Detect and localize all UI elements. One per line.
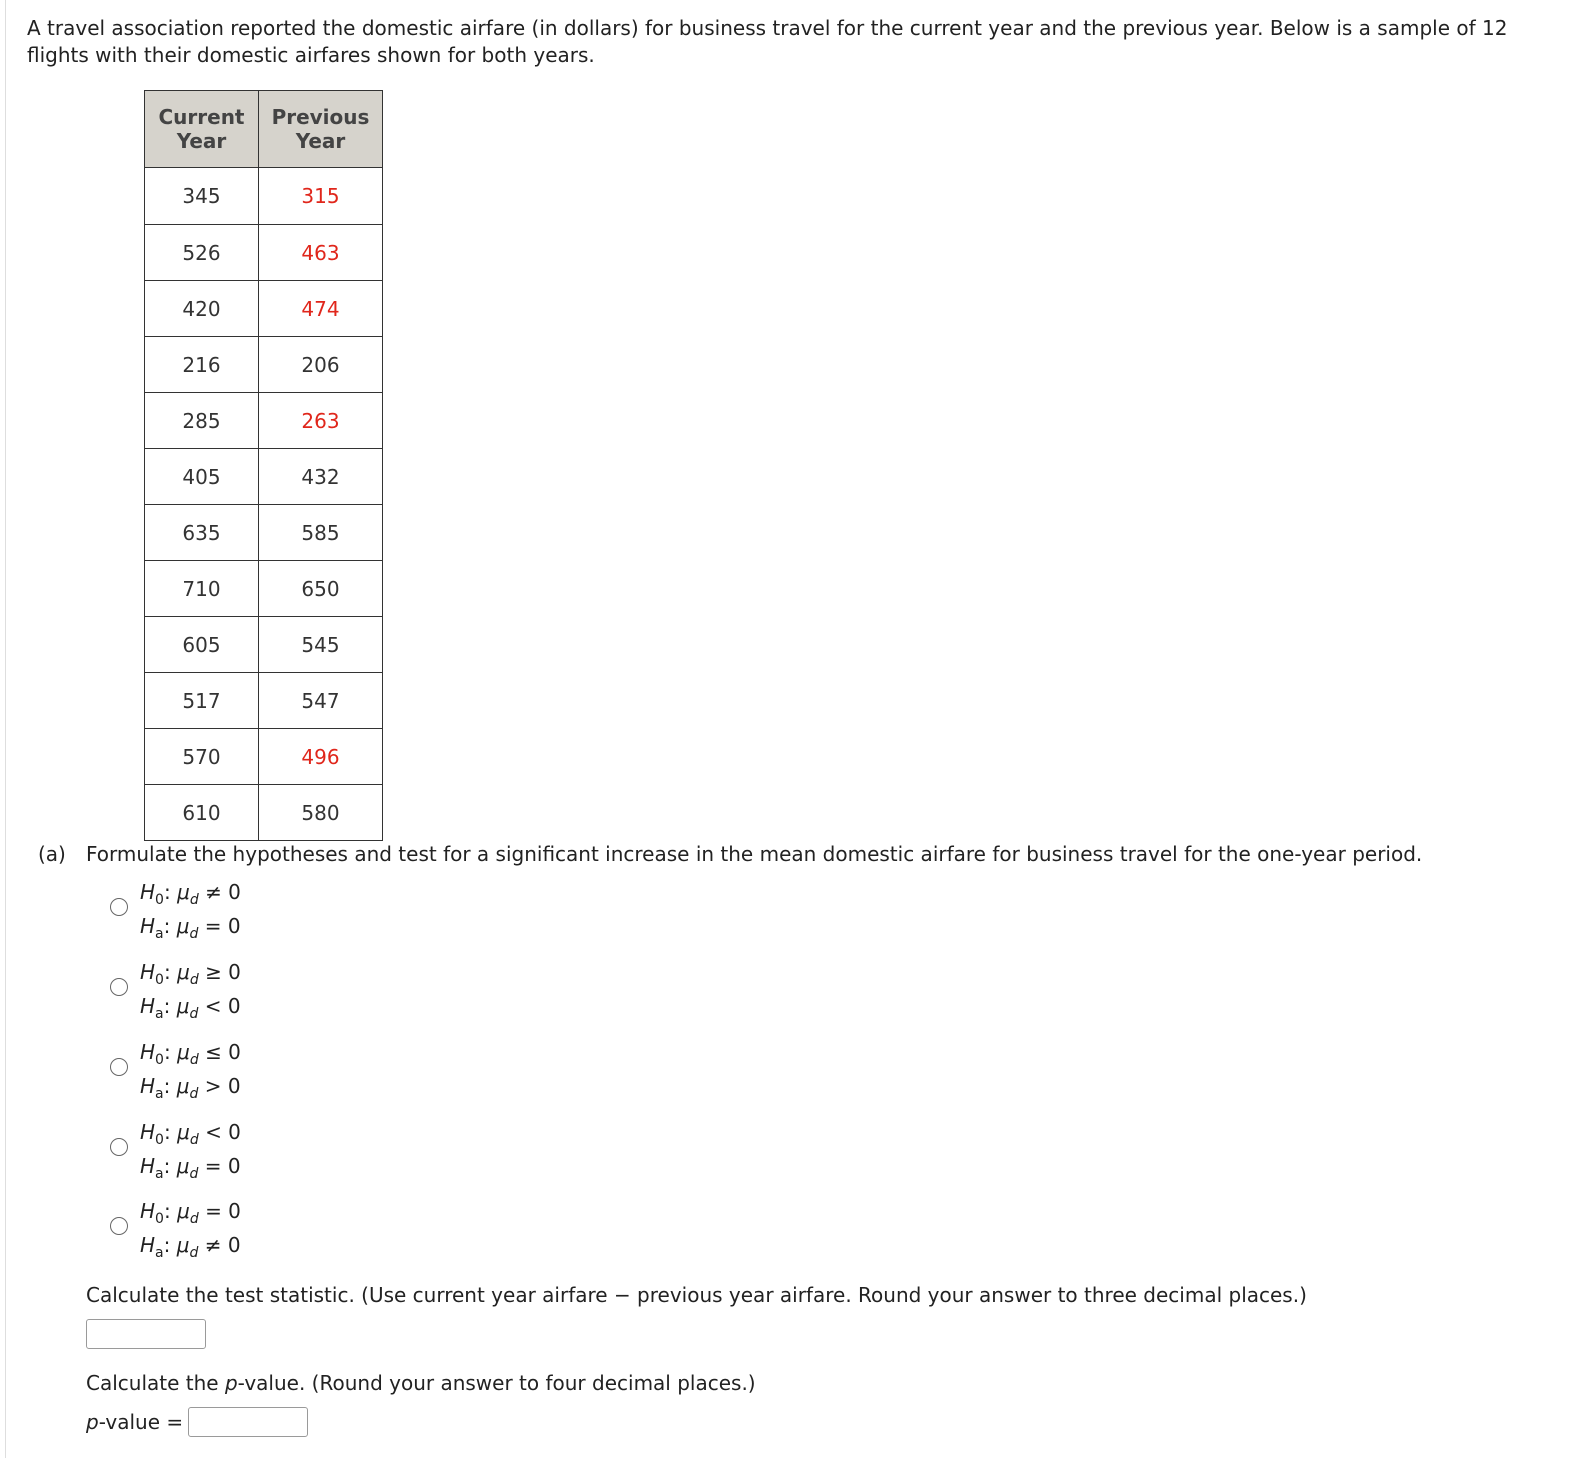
current-year-cell: 216 (145, 337, 259, 393)
current-year-cell: 405 (145, 449, 259, 505)
h0-relation: < 0 (205, 1120, 241, 1144)
ha-relation: > 0 (204, 1074, 241, 1098)
table-row (145, 449, 383, 505)
current-year-cell: 635 (145, 505, 259, 561)
airfare-table (144, 90, 383, 841)
ha-relation: < 0 (204, 994, 241, 1018)
hypothesis-option[interactable] (110, 960, 410, 1030)
pvalue-label-rest: -value = (98, 1410, 184, 1434)
pvalue-prompt (86, 1370, 756, 1396)
table-row (145, 168, 383, 225)
ha-relation: = 0 (204, 1154, 241, 1178)
table-row (145, 561, 383, 617)
previous-year-cell: 474 (259, 281, 383, 337)
pvalue-label-p: p (86, 1410, 99, 1434)
part-a-question (38, 841, 1538, 867)
null-hypothesis: $H_0$: $\mu_d \ne 0$ (140, 880, 241, 908)
radio-button[interactable] (110, 1138, 128, 1156)
current-year-cell: 517 (145, 673, 259, 729)
table-row (145, 673, 383, 729)
previous-year-cell: 432 (259, 449, 383, 505)
current-year-cell: 710 (145, 561, 259, 617)
previous-year-cell: 463 (259, 225, 383, 281)
previous-year-cell: 585 (259, 505, 383, 561)
pvalue-prompt-post: -value. (Round your answer to four decimal places.) (237, 1371, 756, 1395)
left-border (5, 0, 6, 1458)
previous-year-cell: 650 (259, 561, 383, 617)
previous-year-cell: 496 (259, 729, 383, 785)
radio-button[interactable] (110, 1058, 128, 1076)
alternative-hypothesis: $H_a$: $\mu_d = 0$ (140, 1154, 241, 1182)
problem-intro: A travel association reported the domestic airfare (in dollars) for business travel for the current year and the previous year. Below is a sample of 12 flights with their domestic airfares shown for both years. (27, 16, 1508, 67)
table-row (145, 393, 383, 449)
null-hypothesis: $H_0$: $\mu_d < 0$ (140, 1120, 241, 1148)
h0-relation: ≤ 0 (205, 1040, 241, 1064)
current-year-cell: 345 (145, 168, 259, 225)
table-row (145, 225, 383, 281)
previous-year-cell: 547 (259, 673, 383, 729)
radio-button[interactable] (110, 898, 128, 916)
previous-year-cell: 545 (259, 617, 383, 673)
table-row (145, 505, 383, 561)
table-row (145, 337, 383, 393)
pvalue-prompt-p: p (224, 1371, 238, 1395)
previous-year-cell: 263 (259, 393, 383, 449)
current-year-cell: 570 (145, 729, 259, 785)
null-hypothesis: $H_0$: $\mu_d \ge 0$ (140, 960, 241, 988)
test-statistic-prompt: Calculate the test statistic. (Use current year airfare − previous year airfare. Round your answer to three decimal places.) (86, 1283, 1307, 1307)
header-current-year: Current Year (145, 91, 259, 168)
hypothesis-option[interactable] (110, 1040, 410, 1110)
table-row (145, 617, 383, 673)
hypothesis-option[interactable] (110, 880, 410, 950)
pvalue-prompt-pre: Calculate the (86, 1371, 225, 1395)
alternative-hypothesis: $H_a$: $\mu_d > 0$ (140, 1074, 241, 1102)
alternative-hypothesis: $H_a$: $\mu_d < 0$ (140, 994, 241, 1022)
part-a-text: Formulate the hypotheses and test for a significant increase in the mean domestic airfare for business travel for the one-year period. (86, 842, 1423, 866)
part-a-label: (a) (38, 842, 66, 866)
null-hypothesis: $H_0$: $\mu_d = 0$ (140, 1199, 241, 1227)
current-year-cell: 526 (145, 225, 259, 281)
h0-relation: ≥ 0 (205, 960, 241, 984)
header-previous-year: Previous Year (259, 91, 383, 168)
pvalue-label (86, 1409, 183, 1435)
hypothesis-option[interactable] (110, 1199, 410, 1269)
ha-relation: ≠ 0 (204, 1233, 241, 1257)
table-row (145, 281, 383, 337)
previous-year-cell: 315 (259, 168, 383, 225)
alternative-hypothesis: $H_a$: $\mu_d = 0$ (140, 914, 241, 942)
previous-year-cell: 580 (259, 785, 383, 841)
current-year-cell: 610 (145, 785, 259, 841)
h0-relation: = 0 (205, 1199, 241, 1223)
current-year-cell: 420 (145, 281, 259, 337)
radio-button[interactable] (110, 1217, 128, 1235)
hypothesis-option[interactable] (110, 1120, 410, 1190)
table-row (145, 785, 383, 841)
h0-relation: ≠ 0 (205, 880, 241, 904)
null-hypothesis: $H_0$: $\mu_d \le 0$ (140, 1040, 241, 1068)
table-row (145, 729, 383, 785)
current-year-cell: 605 (145, 617, 259, 673)
previous-year-cell: 206 (259, 337, 383, 393)
alternative-hypothesis: $H_a$: $\mu_d \ne 0$ (140, 1233, 241, 1261)
ha-relation: = 0 (204, 914, 241, 938)
pvalue-input[interactable] (188, 1407, 308, 1437)
radio-button[interactable] (110, 978, 128, 996)
test-statistic-input[interactable] (86, 1319, 206, 1349)
current-year-cell: 285 (145, 393, 259, 449)
